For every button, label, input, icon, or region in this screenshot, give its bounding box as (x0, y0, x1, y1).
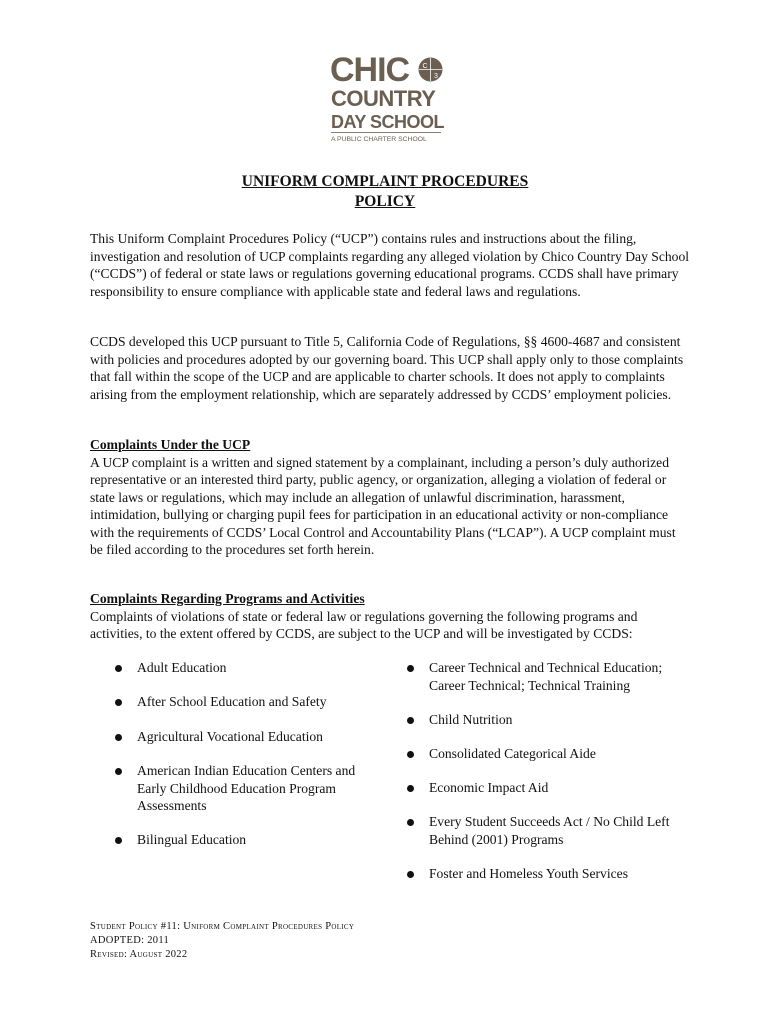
document-page: CHIC C 3 COUNTRY DAY SCHOOL A PUBLIC CHARTER SCHOOL UNIFORM COMPLAINT PROCEDURES POLICY This Uniform Complaint Procedures Policy (“UCP”) contains rules and instructions about the filing, investigation and resolution of UCP complaints regarding any alleged violation by Chico Country Day School (“CCDS”) of federal or state laws or regulations governing educational programs. CCDS shall have primary responsibility to ensure compliance with applicable state and federal laws and regulations. CCDS developed this UCP pursuant to Title 5, California Code of Regulations, §§ 4600-4687 and consistent with policies and procedures adopted by our governing board. This UCP shall apply only to those complaints that fall within the scope of the UCP and are applicable to charter schools. It does not apply to complaints arising from the employment relationship, which are separately addressed by CCDS’ employment policies. Complaints Under the UCP A UCP complaint is a written and signed statement by a complainant, including a person’s duly authorized representative or an interested third party, public agency, or organization, alleging a violation of federal or state laws or regulations, which may include an allegation of unlawful discrimination, harassment, intimidation, bullying or charging pupil fees for participation in an educational activity or non-compliance with the requirements of CCDS’ Local Control and Accountability Plans (“LCAP”). A UCP complaint must be filed according to the procedures set forth herein. Complaints Regarding Programs and Activities Complaints of violations of state or federal law or regulations governing the following programs and activities, to the extent offered by CCDS, are subject to the UCP and will be investigated by CCDS: Adult Education After School Education and Safety Agricultural Vocational Education American Indian Education Centers and Early Childhood Education Program Assessments Bilingual Education Career Technical and Technical Education; Career Technical; Technical Training Child Nutrition Consolidated Categorical Aide Economic Impact Aid Every Student Succeeds Act / No Child Left Behind (2001) Programs Foster and Homeless Youth Services Student Policy #11: Uniform Complaint Procedures Policy ADOPTED: 2011 Revised: August 2022 (0, 0, 770, 1024)
footer-policy-line: Student Policy #11: Uniform Complaint Procedures Policy (90, 921, 355, 932)
title-line-1: UNIFORM COMPLAINT PROCEDURES (241, 173, 529, 190)
bullet-icon (407, 665, 414, 672)
bullet-icon (407, 785, 414, 792)
logo-rule (331, 132, 441, 133)
bullet-icon (115, 699, 122, 706)
bullet-icon (407, 717, 414, 724)
bullet-icon (115, 837, 122, 844)
page-title (0, 172, 770, 212)
intro-paragraph-2: CCDS developed this UCP pursuant to Title 5, California Code of Regulations, §§ 4600-4687 and consistent with policies and procedures adopted by our governing board. This UCP shall apply only to those complaints that fall within the scope of the UCP and are applicable to charter schools. It does not apply to complaints arising from the employment relationship, which are separately addressed by CCDS’ employment policies. (90, 334, 684, 402)
title-line-2: POLICY (354, 193, 416, 210)
logo-chico-text: CHIC (330, 51, 410, 89)
footer-adopted-line: ADOPTED: 2011 (90, 935, 170, 946)
logo-dayschool-text: DAY SCHOOL (331, 112, 445, 132)
svg-text:3: 3 (434, 73, 438, 80)
intro-paragraph-1: This Uniform Complaint Procedures Policy (“UCP”) contains rules and instructions about the filing, investigation and resolution of UCP complaints regarding any alleged violation by Chico Country Day School (“CCDS”) of federal or state laws or regulations governing educational programs. CCDS shall have primary responsibility to ensure compliance with applicable state and federal laws and regulations. (90, 231, 690, 299)
section-body: A UCP complaint is a written and signed statement by a complainant, including a person’s duly authorized representative or an interested third party, public agency, or organization, alleging a violation of federal or state laws or regulations, which may include an allegation of unlawful discrimination, harassment, intimidation, bullying or charging pupil fees for participation in an educational activity or non-compliance with the requirements of CCDS’ Local Control and Accountability Plans (“LCAP”). A UCP complaint must be filed according to the procedures set forth herein. (90, 454, 676, 557)
bullet-icon (407, 871, 414, 878)
bullet-icon (407, 819, 414, 826)
section-heading: Complaints Regarding Programs and Activities (90, 591, 365, 606)
bullet-icon (115, 665, 122, 672)
logo-tagline: A PUBLIC CHARTER SCHOOL (331, 136, 427, 143)
school-logo (330, 50, 445, 150)
section-complaints-under-ucp (90, 436, 690, 559)
bullet-icon (115, 768, 122, 775)
footer-revised-line: Revised: August 2022 (90, 949, 188, 960)
logo-country-text: COUNTRY (331, 86, 436, 111)
bullet-icon (407, 751, 414, 758)
bullet-icon (115, 734, 122, 741)
logo-badge-letter: C (422, 63, 428, 70)
logo-badge-icon (418, 57, 443, 82)
page-footer (90, 920, 354, 962)
section-programs-activities (90, 590, 690, 643)
section-body: Complaints of violations of state or federal law or regulations governing the following programs and activities, to the extent offered by CCDS, are subject to the UCP and will be investigated by CCDS: (90, 608, 638, 641)
section-heading: Complaints Under the UCP (90, 437, 251, 452)
